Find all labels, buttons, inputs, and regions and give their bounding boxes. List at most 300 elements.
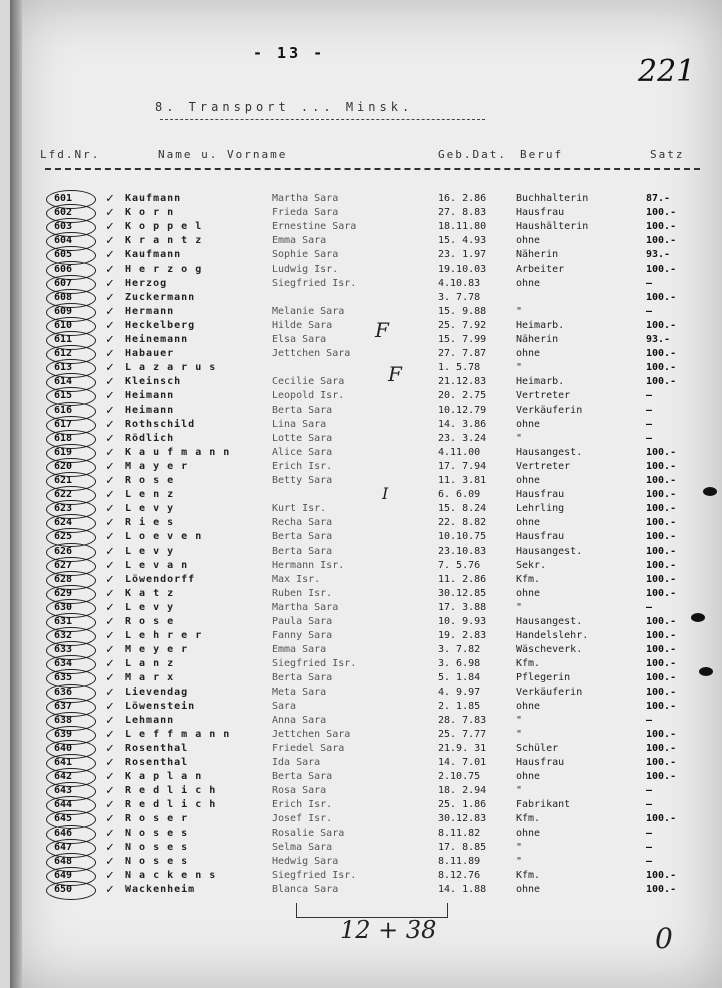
entry-name: Zuckermann xyxy=(125,291,196,303)
entry-birth-date: 25. 7.77 xyxy=(438,728,487,740)
entry-first-name: Fanny Sara xyxy=(272,630,333,642)
entry-rate: 100.- xyxy=(646,489,677,501)
entry-first-name: Rosalie Sara xyxy=(272,827,345,839)
entry-first-name: Sophie Sara xyxy=(272,249,339,261)
entry-birth-date: 8.12.76 xyxy=(438,869,481,881)
entry-occupation: " xyxy=(516,432,523,444)
entry-occupation: Vertreter xyxy=(516,390,571,402)
entry-rate: — xyxy=(646,714,653,726)
entry-birth-date: 10.10.75 xyxy=(438,531,487,543)
entry-first-name: Jettchen Sara xyxy=(272,728,351,740)
entry-birth-date: 7. 5.76 xyxy=(438,559,481,571)
table-row xyxy=(10,516,722,530)
entry-first-name: Selma Sara xyxy=(272,841,333,853)
entry-birth-date: 15. 9.88 xyxy=(438,305,487,317)
table-row xyxy=(10,756,722,770)
entry-name: L a n z xyxy=(125,658,175,670)
entry-name: R o s e xyxy=(125,475,175,486)
entry-rate: 100.- xyxy=(646,672,677,684)
check-mark-icon: ✓ xyxy=(106,853,114,869)
check-mark-icon: ✓ xyxy=(106,317,114,333)
table-row xyxy=(10,700,722,714)
entry-number: 602 xyxy=(54,207,73,219)
entry-occupation: Näherin xyxy=(516,249,559,261)
entry-occupation: Hausangest. xyxy=(516,446,583,458)
entry-birth-date: 15. 7.99 xyxy=(438,334,487,345)
entry-birth-date: 15. 8.24 xyxy=(438,503,487,515)
entry-name: R i e s xyxy=(125,517,175,529)
check-mark-icon: ✓ xyxy=(106,867,114,883)
table-row xyxy=(10,446,722,460)
header-name: Name u. Vorname xyxy=(158,148,288,161)
entry-rate: 100.- xyxy=(646,869,677,881)
entry-birth-date: 20. 2.75 xyxy=(438,390,487,402)
entry-birth-date: 4. 9.97 xyxy=(438,686,481,698)
entry-occupation: " xyxy=(516,841,523,853)
check-mark-icon: ✓ xyxy=(106,825,114,841)
entry-name: R e d l i c h xyxy=(125,799,217,811)
entry-occupation: ohne xyxy=(516,771,541,783)
folio-number: 221 xyxy=(638,54,696,89)
entry-occupation: Kfm. xyxy=(516,573,541,585)
entry-first-name: Hermann Isr. xyxy=(272,559,345,571)
entry-name: N o s e s xyxy=(125,827,189,839)
entry-birth-date: 14. 3.86 xyxy=(438,418,487,430)
check-mark-icon: ✓ xyxy=(106,740,114,756)
entry-rate: 100.- xyxy=(646,658,677,670)
entry-occupation: Buchhalterin xyxy=(516,193,589,204)
entry-rate: 100.- xyxy=(646,742,677,754)
entry-occupation: " xyxy=(516,362,523,374)
entry-number: 642 xyxy=(54,771,73,783)
check-mark-icon: ✓ xyxy=(106,543,114,559)
entry-rate: 87.- xyxy=(646,193,671,204)
table-row xyxy=(10,319,722,333)
entry-number: 609 xyxy=(54,305,73,317)
table-row xyxy=(10,220,722,234)
entry-name: H e r z o g xyxy=(125,263,203,275)
entry-rate: 100.- xyxy=(646,235,677,247)
table-row xyxy=(10,263,722,277)
check-mark-icon: ✓ xyxy=(106,614,114,629)
check-mark-icon: ✓ xyxy=(106,755,114,770)
entry-name: Rödlich xyxy=(125,432,175,444)
entry-occupation: " xyxy=(516,714,523,726)
entry-rate: 100.- xyxy=(646,376,677,388)
entry-first-name: Lotte Sara xyxy=(272,432,333,444)
entry-rate: 100.- xyxy=(646,644,677,656)
check-mark-icon: ✓ xyxy=(106,628,114,644)
entry-number: 622 xyxy=(54,489,73,501)
check-mark-icon: ✓ xyxy=(106,529,114,545)
entry-rate: 100.- xyxy=(646,446,677,458)
table-row xyxy=(10,869,722,883)
entry-number: 601 xyxy=(54,193,73,204)
entry-rate: 100.- xyxy=(646,460,677,472)
document-page xyxy=(10,0,722,988)
entry-birth-date: 27. 8.83 xyxy=(438,207,487,219)
entry-name: Löwenstein xyxy=(125,700,196,712)
entry-first-name: Erich Isr. xyxy=(272,799,333,811)
table-row xyxy=(10,784,722,798)
entry-birth-date: 25. 1.86 xyxy=(438,799,487,811)
entry-first-name: Betty Sara xyxy=(272,475,333,486)
entry-occupation: Kfm. xyxy=(516,658,541,670)
entry-birth-date: 18.11.80 xyxy=(438,221,487,233)
entry-birth-date: 28. 7.83 xyxy=(438,714,487,726)
entry-rate: 93.- xyxy=(646,249,671,261)
entry-name: Herzog xyxy=(125,277,168,289)
entry-number: 641 xyxy=(54,757,73,768)
check-mark-icon: ✓ xyxy=(106,332,114,347)
entry-name: L e v y xyxy=(125,601,175,613)
entry-first-name: Emma Sara xyxy=(272,644,327,656)
entry-birth-date: 1. 5.78 xyxy=(438,362,481,374)
table-row xyxy=(10,375,722,389)
header-rule xyxy=(45,168,700,170)
check-mark-icon: ✓ xyxy=(106,571,114,587)
entry-birth-date: 14. 1.88 xyxy=(438,883,487,895)
entry-birth-date: 17. 8.85 xyxy=(438,841,487,853)
header-lfd-nr: Lfd.Nr. xyxy=(40,148,101,161)
entry-birth-date: 2. 1.85 xyxy=(438,700,481,712)
entry-name: Kaufmann xyxy=(125,249,182,261)
entry-birth-date: 22. 8.82 xyxy=(438,517,487,529)
check-mark-icon: ✓ xyxy=(106,811,114,827)
entry-birth-date: 19. 2.83 xyxy=(438,630,487,642)
entry-first-name: Max Isr. xyxy=(272,573,321,585)
entry-number: 626 xyxy=(54,545,73,557)
entry-rate: 100.- xyxy=(646,221,677,233)
entry-occupation: Schüler xyxy=(516,742,559,754)
entry-name: Löwendorff xyxy=(125,573,196,585)
entry-rate: 100.- xyxy=(646,728,677,740)
entry-rate: 100.- xyxy=(646,517,677,529)
entry-name: Heimann xyxy=(125,404,175,416)
page-number: - 13 - xyxy=(253,44,326,62)
entry-occupation: Wäscheverk. xyxy=(516,644,583,656)
entry-first-name: Siegfried Isr. xyxy=(272,277,357,289)
entry-name: Wackenheim xyxy=(125,883,196,895)
entry-rate: 100.- xyxy=(646,263,677,275)
entry-occupation: ohne xyxy=(516,348,541,360)
entry-birth-date: 23.10.83 xyxy=(438,545,487,557)
entry-first-name: Lina Sara xyxy=(272,418,327,430)
entry-number: 624 xyxy=(54,517,73,529)
entry-number: 603 xyxy=(54,221,73,233)
entry-first-name: Emma Sara xyxy=(272,235,327,247)
entry-name: K a t z xyxy=(125,587,175,599)
entry-first-name: Jettchen Sara xyxy=(272,348,351,360)
ink-blot-3 xyxy=(699,667,713,676)
check-mark-icon: ✓ xyxy=(106,374,114,390)
table-row xyxy=(10,559,722,573)
entry-birth-date: 4.10.83 xyxy=(438,277,481,289)
check-mark-icon: ✓ xyxy=(106,726,114,742)
entry-first-name: Meta Sara xyxy=(272,686,327,698)
check-mark-icon: ✓ xyxy=(106,191,114,206)
entry-number: 621 xyxy=(54,475,73,486)
entry-rate: — xyxy=(646,390,653,402)
entry-first-name: Anna Sara xyxy=(272,714,327,726)
entry-occupation: Hausfrau xyxy=(516,757,565,768)
entry-name: M e y e r xyxy=(125,644,189,656)
entry-occupation: Kfm. xyxy=(516,869,541,881)
entry-name: L e f f m a n n xyxy=(125,728,231,740)
entry-first-name: Hilde Sara xyxy=(272,319,333,331)
entry-rate: — xyxy=(646,404,653,416)
entry-rate: 100.- xyxy=(646,503,677,515)
entry-rate: 100.- xyxy=(646,559,677,571)
entry-name: K a p l a n xyxy=(125,771,203,783)
table-row xyxy=(10,389,722,403)
entry-number: 650 xyxy=(54,883,73,895)
check-mark-icon: ✓ xyxy=(106,388,114,404)
entry-rate: 100.- xyxy=(646,813,677,825)
check-mark-icon: ✓ xyxy=(106,642,114,658)
entry-name: R o s e r xyxy=(125,813,189,825)
entry-name: K a u f m a n n xyxy=(125,446,231,458)
entry-name: R e d l i c h xyxy=(125,785,217,797)
entry-first-name: Blanca Sara xyxy=(272,883,339,895)
entry-birth-date: 15. 4.93 xyxy=(438,235,487,247)
entry-name: K o p p e l xyxy=(125,221,203,233)
entry-first-name: Erich Isr. xyxy=(272,460,333,472)
table-row xyxy=(10,404,722,418)
entry-number: 638 xyxy=(54,714,73,726)
annotation-f2: F xyxy=(388,362,402,386)
entry-occupation: " xyxy=(516,785,523,797)
entry-number: 646 xyxy=(54,827,73,839)
entry-occupation: ohne xyxy=(516,235,541,247)
entry-rate: 100.- xyxy=(646,291,677,303)
check-mark-icon: ✓ xyxy=(106,698,114,714)
entry-rate: — xyxy=(646,432,653,444)
check-mark-icon: ✓ xyxy=(106,881,114,897)
entry-name: N o s e s xyxy=(125,841,189,853)
table-row xyxy=(10,841,722,855)
entry-number: 637 xyxy=(54,700,73,712)
entry-rate: — xyxy=(646,827,653,839)
entry-name: Habauer xyxy=(125,348,175,360)
check-mark-icon: ✓ xyxy=(106,247,114,263)
table-row xyxy=(10,234,722,248)
entry-birth-date: 3. 7.82 xyxy=(438,644,481,656)
entry-number: 610 xyxy=(54,319,73,331)
entry-first-name: Berta Sara xyxy=(272,531,333,543)
entry-number: 607 xyxy=(54,277,73,289)
entry-first-name: Hedwig Sara xyxy=(272,855,339,867)
entry-first-name: Paula Sara xyxy=(272,616,333,627)
check-mark-icon: ✓ xyxy=(106,670,114,686)
entry-rate: — xyxy=(646,855,653,867)
entry-birth-date: 19.10.03 xyxy=(438,263,487,275)
entry-number: 649 xyxy=(54,869,73,881)
entry-name: L e v a n xyxy=(125,559,189,571)
table-row xyxy=(10,347,722,361)
entry-number: 640 xyxy=(54,742,73,754)
entry-number: 635 xyxy=(54,672,73,684)
entry-name: Heimann xyxy=(125,390,175,402)
table-row xyxy=(10,812,722,826)
entry-birth-date: 3. 7.78 xyxy=(438,291,481,303)
entry-rate: 100.- xyxy=(646,531,677,543)
entry-birth-date: 30.12.85 xyxy=(438,587,487,599)
entry-number: 606 xyxy=(54,263,73,275)
table-row xyxy=(10,883,722,897)
entry-occupation: " xyxy=(516,305,523,317)
entry-first-name: Ludwig Isr. xyxy=(272,263,339,275)
entry-first-name: Berta Sara xyxy=(272,404,333,416)
entry-name: Rosenthal xyxy=(125,757,189,768)
entry-name: N o s e s xyxy=(125,855,189,867)
table-row xyxy=(10,460,722,474)
entry-number: 619 xyxy=(54,446,73,458)
entry-number: 623 xyxy=(54,503,73,515)
entry-name: K o r n xyxy=(125,207,175,219)
table-row xyxy=(10,855,722,869)
entry-first-name: Berta Sara xyxy=(272,545,333,557)
table-row xyxy=(10,545,722,559)
entry-birth-date: 11. 2.86 xyxy=(438,573,487,585)
entry-occupation: Hausangest. xyxy=(516,616,583,627)
header-beruf: Beruf xyxy=(520,148,564,161)
entry-occupation: Heimarb. xyxy=(516,319,565,331)
entry-number: 634 xyxy=(54,658,73,670)
entry-occupation: ohne xyxy=(516,277,541,289)
entry-name: M a y e r xyxy=(125,460,189,472)
entry-number: 611 xyxy=(54,334,73,345)
entry-rate: 100.- xyxy=(646,319,677,331)
entry-birth-date: 21.12.83 xyxy=(438,376,487,388)
table-row xyxy=(10,573,722,587)
entry-rate: 100.- xyxy=(646,757,677,768)
entry-name: Kleinsch xyxy=(125,376,182,388)
entry-occupation: Hausfrau xyxy=(516,207,565,219)
table-row xyxy=(10,643,722,657)
entry-occupation: " xyxy=(516,728,523,740)
check-mark-icon: ✓ xyxy=(106,205,114,221)
table-row xyxy=(10,742,722,756)
check-mark-icon: ✓ xyxy=(106,656,114,672)
table-row xyxy=(10,248,722,262)
entry-number: 628 xyxy=(54,573,73,585)
entry-occupation: " xyxy=(516,601,523,613)
entry-rate: — xyxy=(646,418,653,430)
check-mark-icon: ✓ xyxy=(106,783,114,799)
entry-first-name: Elsa Sara xyxy=(272,334,327,345)
check-mark-icon: ✓ xyxy=(106,219,114,235)
table-row xyxy=(10,305,722,319)
check-mark-icon: ✓ xyxy=(106,458,114,474)
entry-first-name: Frieda Sara xyxy=(272,207,339,219)
entry-name: L o e v e n xyxy=(125,531,203,543)
entry-occupation: Lehrling xyxy=(516,503,565,515)
entry-first-name: Friedel Sara xyxy=(272,742,345,754)
entry-birth-date: 2.10.75 xyxy=(438,771,481,783)
entry-first-name: Kurt Isr. xyxy=(272,503,327,515)
header-satz: Satz xyxy=(650,148,685,161)
entry-birth-date: 23. 3.24 xyxy=(438,432,487,444)
entry-birth-date: 10. 9.93 xyxy=(438,616,487,627)
entry-birth-date: 16. 2.86 xyxy=(438,193,487,204)
entry-occupation: Sekr. xyxy=(516,559,547,571)
entry-rate: 100.- xyxy=(646,207,677,219)
entry-name: L e n z xyxy=(125,489,175,501)
entry-occupation: ohne xyxy=(516,475,541,486)
entry-occupation: Verkäuferin xyxy=(516,404,583,416)
table-row xyxy=(10,361,722,375)
entry-rate: 100.- xyxy=(646,545,677,557)
entry-first-name: Siegfried Isr. xyxy=(272,658,357,670)
table-row xyxy=(10,686,722,700)
entry-first-name: Siegfried Isr. xyxy=(272,869,357,881)
entry-rate: 100.- xyxy=(646,630,677,642)
entry-rate: 100.- xyxy=(646,616,677,627)
entry-number: 631 xyxy=(54,616,73,627)
entry-first-name: Martha Sara xyxy=(272,601,339,613)
table-row xyxy=(10,587,722,601)
check-mark-icon: ✓ xyxy=(106,303,114,319)
table-row xyxy=(10,333,722,347)
check-mark-icon: ✓ xyxy=(106,599,114,615)
table-row xyxy=(10,206,722,220)
entry-rate: — xyxy=(646,799,653,811)
entry-rate: 100.- xyxy=(646,686,677,698)
check-mark-icon: ✓ xyxy=(106,233,114,249)
entry-first-name: Alice Sara xyxy=(272,446,333,458)
entry-name: Lehmann xyxy=(125,714,175,726)
entry-number: 629 xyxy=(54,587,73,599)
entry-birth-date: 5. 1.84 xyxy=(438,672,481,684)
entry-name: K r a n t z xyxy=(125,235,203,247)
entry-number: 647 xyxy=(54,841,73,853)
check-mark-icon: ✓ xyxy=(106,684,114,700)
entry-birth-date: 27. 7.87 xyxy=(438,348,487,360)
check-mark-icon: ✓ xyxy=(106,473,114,488)
entry-rate: — xyxy=(646,277,653,289)
entry-name: R o s e xyxy=(125,616,175,627)
entry-occupation: Fabrikant xyxy=(516,799,571,811)
table-row xyxy=(10,827,722,841)
entry-first-name: Josef Isr. xyxy=(272,813,333,825)
entry-occupation: Haushälterin xyxy=(516,221,589,233)
entry-name: Rosenthal xyxy=(125,742,189,754)
entry-number: 605 xyxy=(54,249,73,261)
entry-rate: — xyxy=(646,305,653,317)
check-mark-icon: ✓ xyxy=(106,360,114,376)
entry-first-name: Ida Sara xyxy=(272,757,321,768)
entry-rate: 100.- xyxy=(646,362,677,374)
entry-rate: 100.- xyxy=(646,771,677,783)
table-row xyxy=(10,615,722,629)
check-mark-icon: ✓ xyxy=(106,585,114,601)
entry-birth-date: 23. 1.97 xyxy=(438,249,487,261)
entry-birth-date: 14. 7.01 xyxy=(438,757,487,768)
table-row xyxy=(10,798,722,812)
entry-birth-date: 21.9. 31 xyxy=(438,742,487,754)
ink-blot-2 xyxy=(691,613,705,622)
check-mark-icon: ✓ xyxy=(106,501,114,517)
entry-number: 616 xyxy=(54,404,73,416)
entry-occupation: Hausfrau xyxy=(516,489,565,501)
check-mark-icon: ✓ xyxy=(106,769,114,785)
entry-occupation: ohne xyxy=(516,517,541,529)
entry-rate: 100.- xyxy=(646,475,677,486)
entry-rate: 100.- xyxy=(646,587,677,599)
table-row xyxy=(10,418,722,432)
corner-mark: 0 xyxy=(655,922,673,955)
